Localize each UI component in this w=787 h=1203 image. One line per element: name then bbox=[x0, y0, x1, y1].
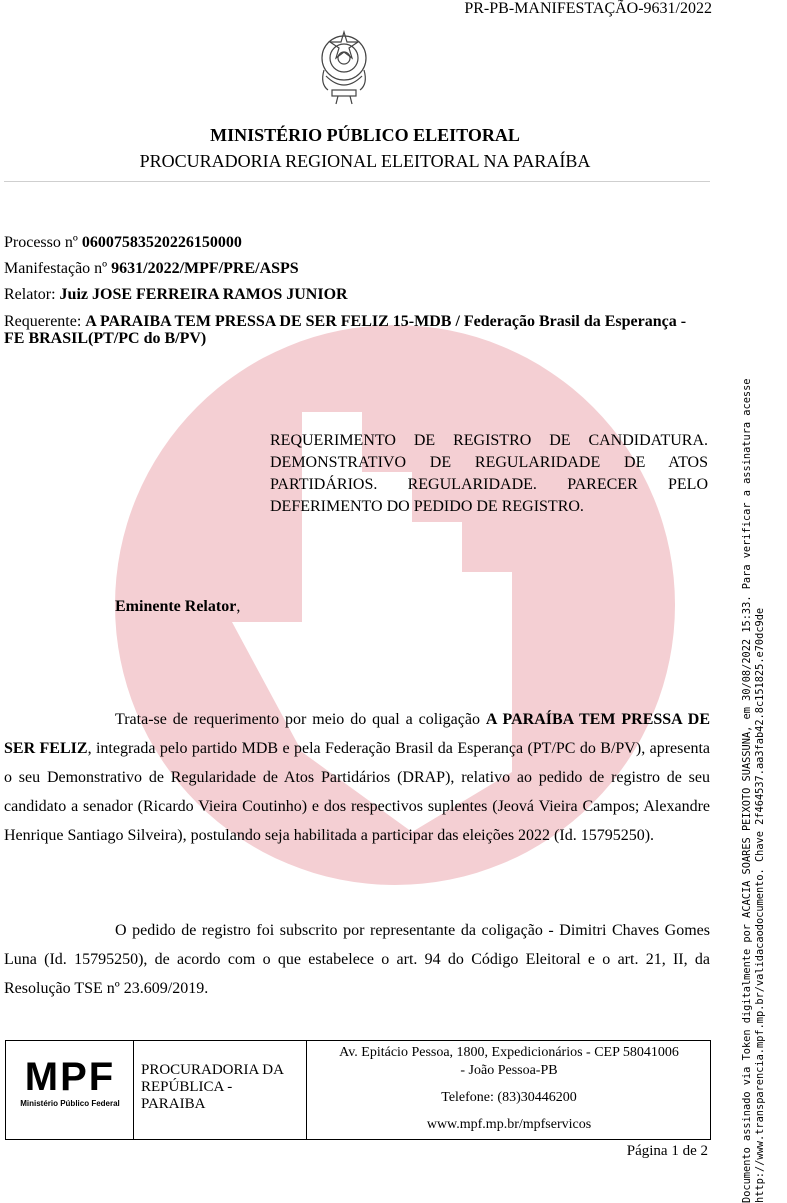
requerente-value: A PARAIBA TEM PRESSA DE SER FELIZ 15-MDB / Federação Brasil da Esperança - FE BRASIL(PT/PC do B/PV) bbox=[4, 313, 687, 347]
procuradoria-line: REPÚBLICA - bbox=[141, 1079, 233, 1095]
footer-address bbox=[311, 1044, 707, 1134]
signature-note bbox=[741, 8, 767, 1203]
footer-divider bbox=[133, 1041, 134, 1139]
procuradoria-name bbox=[141, 1062, 301, 1113]
footer-divider bbox=[306, 1041, 307, 1139]
summary-ementa: REQUERIMENTO DE REGISTRO DE CANDIDATURA. DEMONSTRATIVO DE REGULARIDADE DE ATOS PARTIDÁRIOS. REGULARIDADE. PARECER PELO DEFERIMENTO DO PEDIDO DE REGISTRO. bbox=[270, 432, 708, 515]
requerente-label: Requerente: bbox=[4, 313, 86, 330]
paragraph-1-bold: A PARAÍBA TEM PRESSA DE SER FELIZ bbox=[4, 711, 711, 757]
coat-of-arms-icon bbox=[318, 24, 370, 106]
case-metadata bbox=[4, 230, 710, 347]
document-id: PR-PB-MANIFESTAÇÃO-9631/2022 bbox=[464, 0, 712, 17]
salutation-name: Eminente Relator bbox=[115, 598, 237, 615]
footer-phone: Telefone: (83)30446200 bbox=[441, 1090, 577, 1105]
paragraph-1 bbox=[4, 705, 710, 850]
mpf-logo-letters: MPF bbox=[24, 1055, 116, 1099]
manifestacao-row bbox=[4, 256, 710, 282]
processo-row bbox=[4, 230, 710, 256]
organization-name: MINISTÉRIO PÚBLICO ELEITORAL bbox=[210, 125, 520, 145]
page-number: Página 1 de 2 bbox=[626, 1143, 708, 1159]
footer-box bbox=[5, 1040, 711, 1140]
paragraph-1-text-a: Trata-se de requerimento por meio do qual a coligação bbox=[115, 711, 486, 728]
relator-label: Relator: bbox=[4, 286, 60, 303]
footer-website[interactable]: www.mpf.mp.br/mpfservicos bbox=[426, 1117, 592, 1132]
processo-label: Processo nº bbox=[4, 234, 82, 251]
address-line: Av. Epitácio Pessoa, 1800, Expedicionários - CEP 58041006 bbox=[339, 1045, 679, 1060]
address-line: - João Pessoa-PB bbox=[460, 1063, 558, 1078]
procuradoria-line: PROCURADORIA DA bbox=[141, 1062, 284, 1078]
manifestacao-label: Manifestação nº bbox=[4, 260, 112, 277]
requerente-row bbox=[4, 313, 710, 347]
salutation-punct: , bbox=[236, 598, 241, 615]
mpf-logo-caption: Ministério Público Federal bbox=[20, 1099, 120, 1108]
signature-note-line: Documento assinado via Token digitalmente por ACACIA SOARES PEIXOTO SUASSUNA, em 30/08/2022 15:33. Para verificar a assinatura acesse bbox=[741, 378, 753, 1203]
salutation bbox=[115, 598, 240, 616]
relator-row bbox=[4, 282, 710, 308]
mpf-logo bbox=[14, 1057, 126, 1108]
paragraph-1-text-b: , integrada pelo partido MDB e pela Federação Brasil da Esperança (PT/PC do B/PV), apresenta o seu Demonstrativo de Regularidade de Atos Partidários (DRAP), relativo ao pedido de registro de seu candidato a senador (Ricardo Vieira Coutinho) e dos respectivos suplentes (Jeová Vieira Campos; Alexandre Henrique Santiago Silveira), postulando seja habilitada a participar das eleições 2022 (Id. 15795250). bbox=[4, 740, 711, 844]
paragraph-2: O pedido de registro foi subscrito por representante da coligação - Dimitri Chaves Gomes Luna (Id. 15795250), de acordo com o que estabelece o art. 94 do Código Eleitoral e o art. 21, II, da Resolução TSE nº 23.609/2019. bbox=[4, 922, 710, 997]
manifestacao-value: 9631/2022/MPF/PRE/ASPS bbox=[111, 260, 299, 277]
procuradoria-line: PARAIBA bbox=[141, 1096, 206, 1112]
header-divider bbox=[4, 181, 710, 182]
signature-verification-link[interactable]: http://www.transparencia.mpf.mp.br/validacaodocumento. Chave 2f464537.aa3fab42.8c151825.e70dc9de bbox=[754, 607, 766, 1203]
processo-value: 06007583520226150000 bbox=[81, 234, 242, 251]
relator-value: Juiz JOSE FERREIRA RAMOS JUNIOR bbox=[59, 286, 348, 303]
organization-subtitle: PROCURADORIA REGIONAL ELEITORAL NA PARAÍBA bbox=[139, 151, 591, 171]
